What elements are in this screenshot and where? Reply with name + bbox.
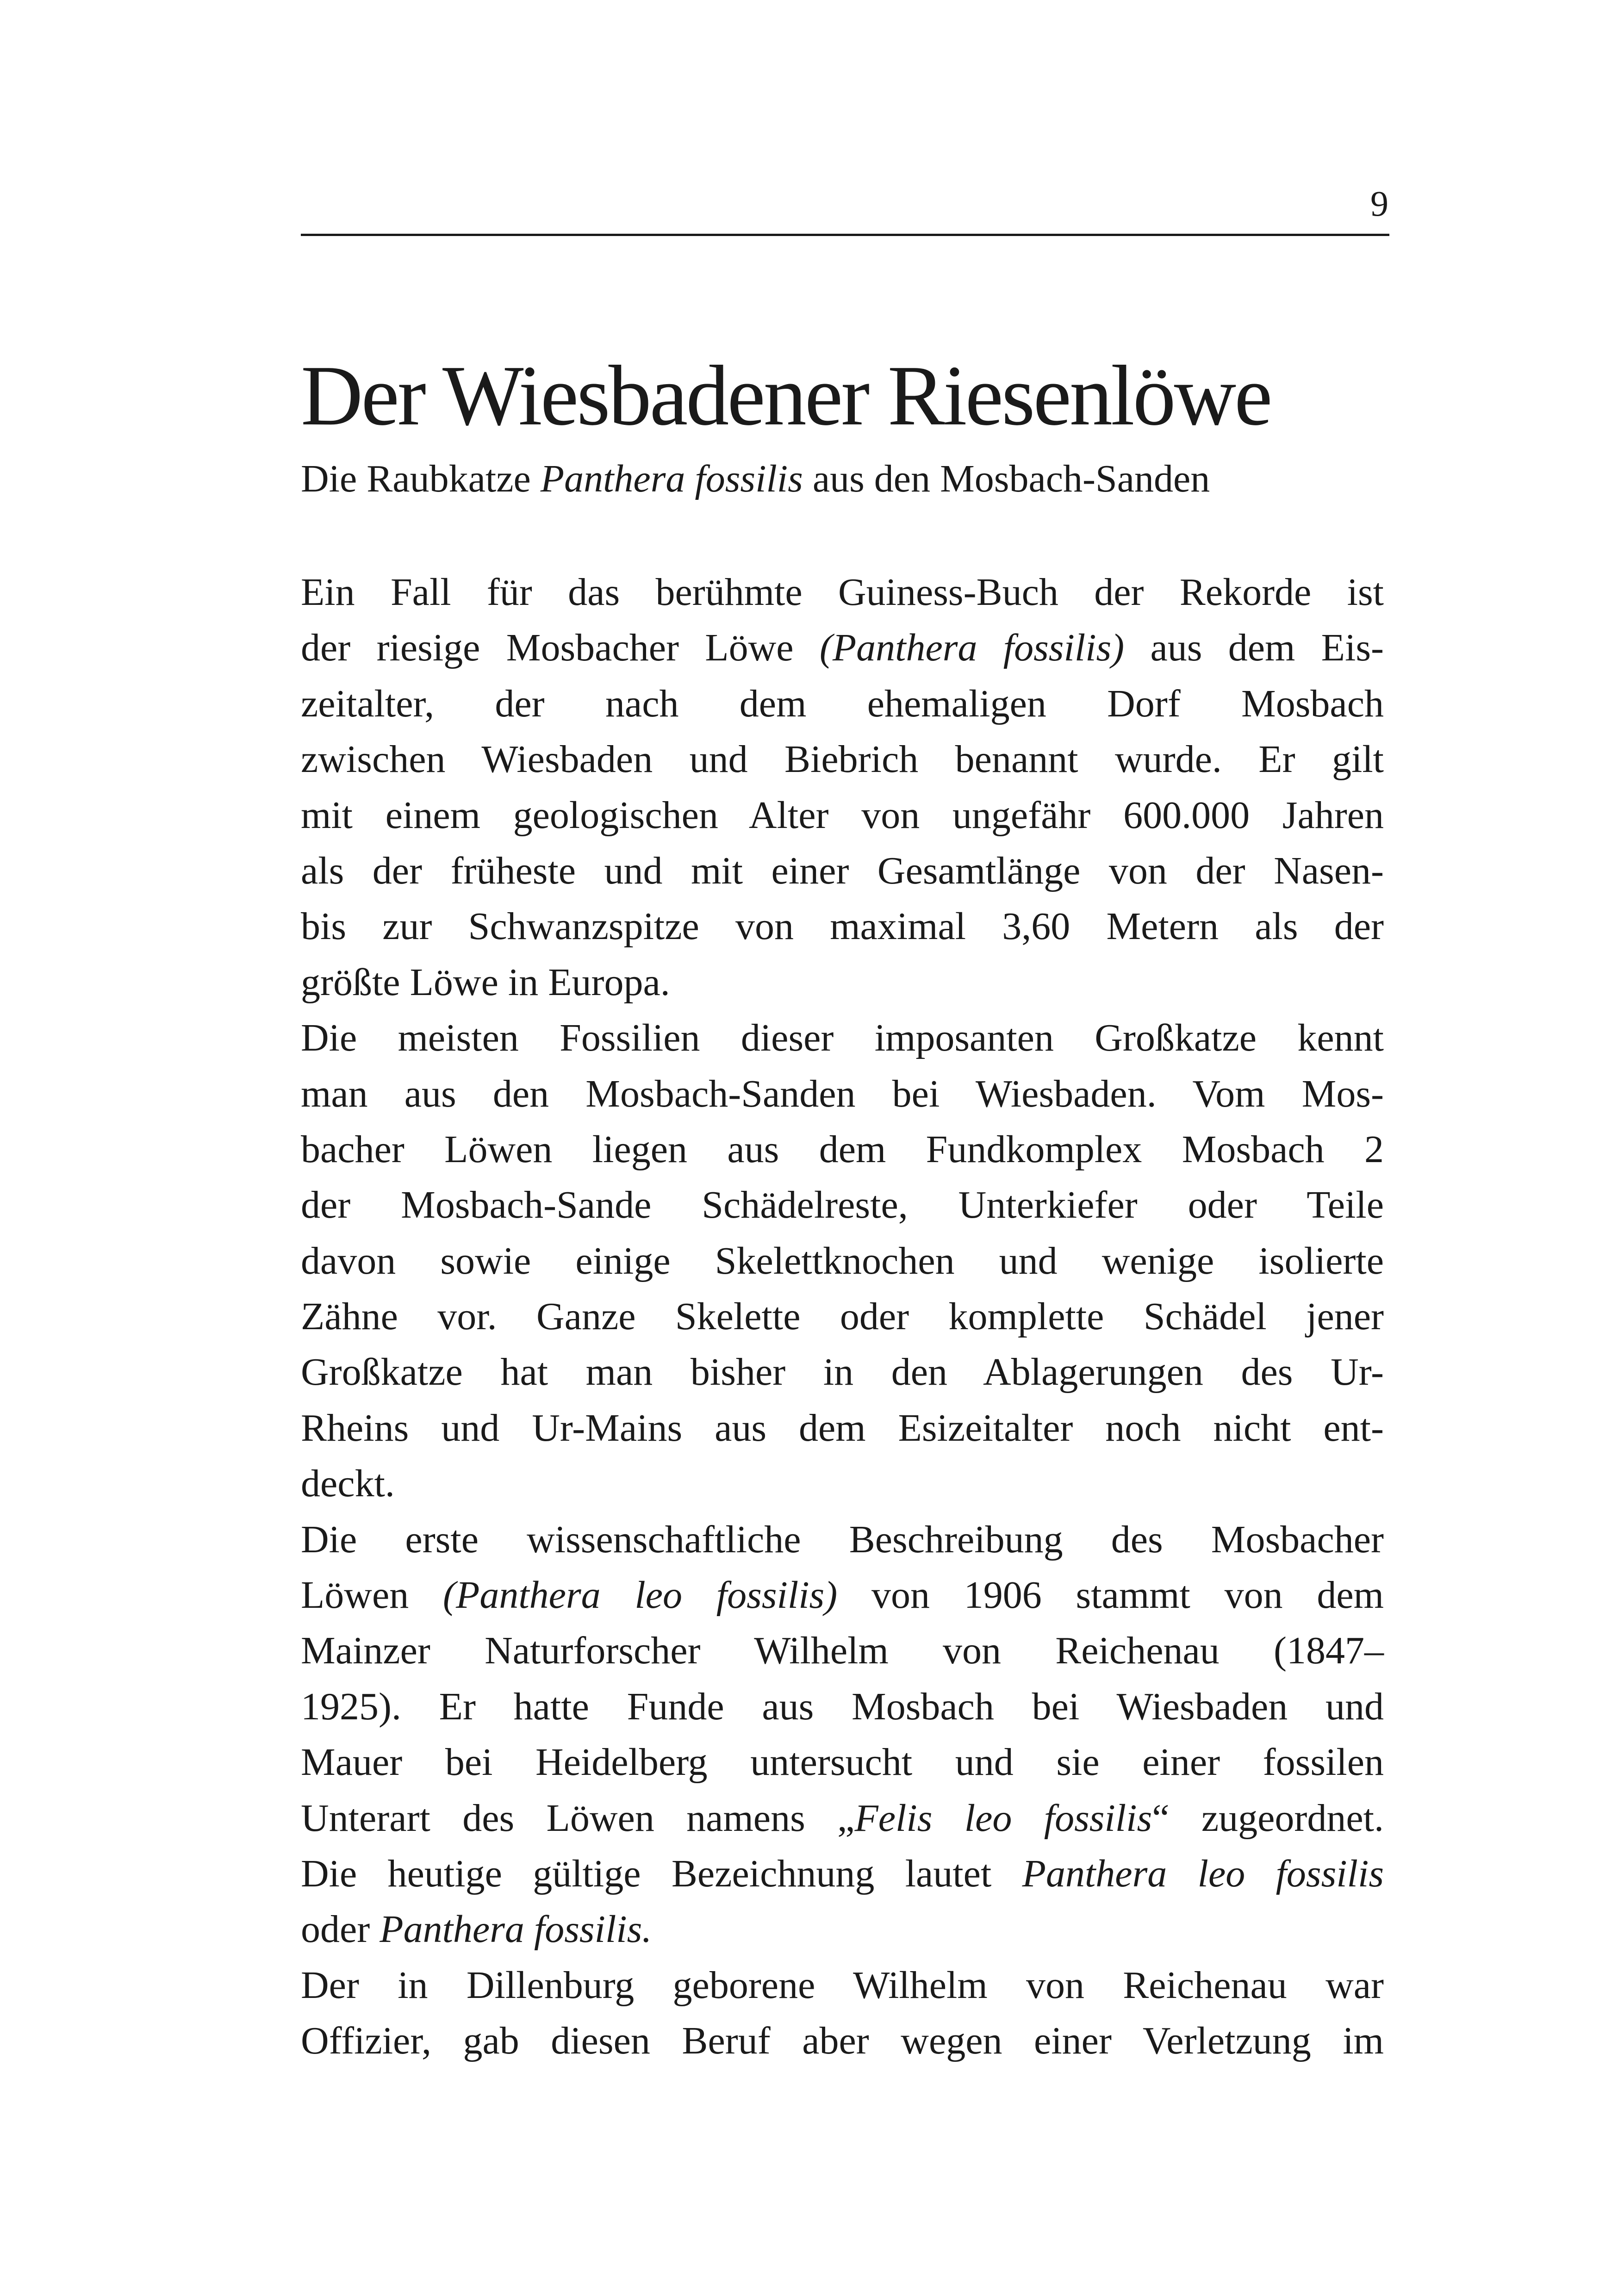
text-line: zwischen Wiesbaden und Biebrich benannt wurde. Er gilt <box>301 738 1384 781</box>
text-line: Rheins und Ur-Mains aus dem Esizeitalter noch nicht ent- <box>301 1406 1384 1450</box>
text-line: größte Löwe in Europa. <box>301 960 670 1004</box>
text-line <box>301 1791 1384 1846</box>
text-line: 1925). Er hatte Funde aus Mosbach bei Wiesbaden und <box>301 1685 1384 1728</box>
text-line <box>301 1568 1384 1623</box>
text-span: Die heutige gültige Bezeichnung lautet <box>301 1852 992 1895</box>
body-text <box>301 565 1384 2069</box>
subtitle-prefix: Die Raubkatze <box>301 457 531 500</box>
subtitle <box>301 451 1210 507</box>
text-line: der Mosbach-Sande Schädelreste, Unterkiefer oder Teile <box>301 1183 1384 1227</box>
taxon-italic: (Panthera fossilis) <box>819 626 1125 670</box>
text-line: man aus den Mosbach-Sanden bei Wiesbaden. Vom Mos- <box>301 1072 1384 1115</box>
text-line: Offizier, gab diesen Beruf aber wegen einer Verletzung im <box>301 2019 1384 2063</box>
subtitle-suffix: aus den Mosbach-Sanden <box>812 457 1210 500</box>
text-line <box>301 1846 1384 1902</box>
text-line: bis zur Schwanzspitze von maximal 3,60 Metern als der <box>301 905 1384 948</box>
taxon-italic: Panthera leo fossilis <box>1022 1852 1384 1895</box>
page-title: Der Wiesbadener Riesenlöwe <box>301 348 1271 443</box>
text-line: Die erste wissenschaftliche Beschreibung des Mosbacher <box>301 1518 1384 1561</box>
taxon-italic: (Panthera leo fossilis) <box>443 1574 838 1617</box>
subtitle-taxon: Panthera fossilis <box>540 457 803 500</box>
text-span: Löwen <box>301 1574 409 1617</box>
text-line: deckt. <box>301 1462 395 1506</box>
text-span: der riesige Mosbacher Löwe <box>301 626 794 670</box>
text-line: Großkatze hat man bisher in den Ablagerungen des Ur- <box>301 1350 1384 1394</box>
text-line: Ein Fall für das berühmte Guiness-Buch der Rekorde ist <box>301 571 1384 614</box>
text-line: zeitalter, der nach dem ehemaligen Dorf Mosbach <box>301 682 1384 725</box>
page-number: 9 <box>1370 183 1388 224</box>
taxon-italic: Felis leo fossilis <box>854 1796 1152 1840</box>
text-span: Unterart des Löwen namens „ <box>301 1796 855 1840</box>
text-line: Zähne vor. Ganze Skelette oder komplette Schädel jener <box>301 1295 1384 1338</box>
text-span: “ zugeordnet. <box>1152 1796 1384 1840</box>
text-line: Die meisten Fossilien dieser imposanten Großkatze kennt <box>301 1016 1384 1060</box>
text-line: Der in Dillenburg geborene Wilhelm von Reichenau war <box>301 1963 1384 2007</box>
text-line: davon sowie einige Skelettknochen und wenige isolierte <box>301 1239 1384 1282</box>
text-line <box>301 1902 1384 1957</box>
text-span: oder <box>301 1908 370 1951</box>
header-rule <box>301 234 1389 236</box>
text-line: Mainzer Naturforscher Wilhelm von Reichenau (1847– <box>301 1629 1384 1673</box>
text-span: aus dem Eis- <box>1150 626 1384 670</box>
text-line: bacher Löwen liegen aus dem Fundkomplex Mosbach 2 <box>301 1127 1384 1171</box>
taxon-italic: Panthera fossilis. <box>380 1908 652 1951</box>
text-line: als der früheste und mit einer Gesamtlänge von der Nasen- <box>301 849 1384 892</box>
text-span: von 1906 stammt von dem <box>871 1574 1384 1617</box>
text-line: mit einem geologischen Alter von ungefähr 600.000 Jahren <box>301 793 1384 837</box>
text-line: Mauer bei Heidelberg untersucht und sie einer fossilen <box>301 1741 1384 1784</box>
text-line <box>301 620 1384 676</box>
